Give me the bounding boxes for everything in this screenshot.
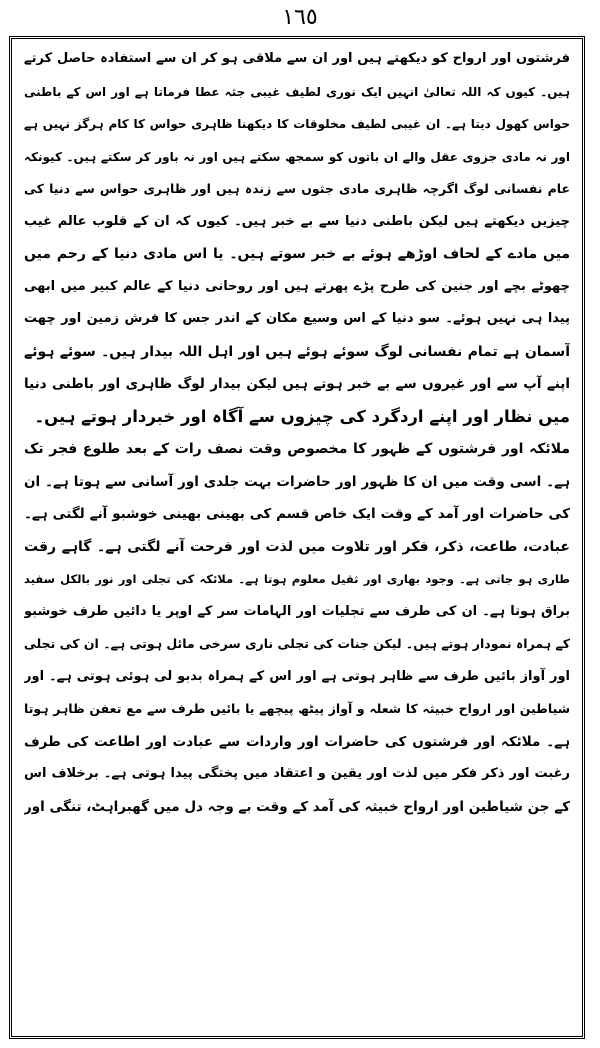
text-line: اور آواز بائیں طرف سے ظاہر ہوتی ہے اور اس کے ہمراہ بدبو لی ہوئی ہوتی ہے۔ اور (24, 668, 570, 684)
text-line: پیدا ہی نہیں ہوئے۔ سو دنیا کے اس وسیع مکان کے اندر جس کا فرش زمین اور چھت (24, 311, 570, 326)
text-line: آسمان ہے تمام نفسانی لوگ سوئے ہوئے ہیں اور اہل اللہ بیدار ہیں۔ سوئے ہوئے (24, 343, 570, 360)
page-number: ١٦٥ (282, 5, 318, 30)
text-line: میں مادے کے لحاف اوڑھے ہوئے بے خبر سوتے ہیں۔ یا اس مادی دنیا کے رحم میں (24, 246, 570, 262)
text-line: ملائکہ اور فرشتوں کے ظہور کا مخصوص وقت نصف رات کے بعد طلوع فجر تک (24, 441, 570, 457)
text-line: کے ہمراہ نمودار ہوتے ہیں۔ لیکن جنات کی تجلی ناری سرخی مائل ہوتی ہے۔ ان کی تجلی (24, 636, 570, 651)
text-line: عبادت، طاعت، ذکر، فکر اور تلاوت میں لذت اور فرحت آنے لگتی ہے۔ گاہے رقت (24, 538, 570, 555)
text-line: اپنے آپ سے اور غیروں سے بے خبر ہوتے ہیں لیکن بیدار لوگ ظاہری اور باطنی دنیا (24, 376, 570, 392)
text-line: کے جن شیاطین اور ارواح خبیثہ کی آمد کے وقت بے وجہ دل میں گھبراہٹ، تنگی اور (24, 798, 570, 815)
text-line: چھوٹے بچے اور جنین کی طرح پڑے پھرتے ہیں اور روحانی دنیا کے عالم کبیر میں ابھی (24, 278, 570, 294)
text-line: طاری ہو جاتی ہے۔ وجود بھاری اور ثقیل معلوم ہوتا ہے۔ ملائکہ کی تجلی اور نور بالکل سفید (24, 572, 570, 586)
text-line: حواس کھول دیتا ہے۔ ان غیبی لطیف مخلوقات کا دیکھنا ظاہری حواس کا کام ہرگز نہیں ہے (24, 117, 570, 131)
text-frame (9, 36, 585, 1039)
text-line: عام نفسانی لوگ اگرچہ ظاہری مادی جثوں سے زندہ ہیں اور ظاہری حواس سے دنیا کی (24, 181, 570, 196)
body-text (24, 43, 570, 823)
text-line: اور نہ مادی جزوی عقل والے ان باتوں کو سمجھ سکتے ہیں اور نہ باور کر سکتے ہیں۔ کیونکہ (24, 149, 570, 164)
text-line: کی حاضرات اور آمد کے وقت ایک خاص قسم کی بھینی بھینی خوشبو آنے لگتی ہے۔ (24, 506, 570, 522)
text-line: ہے۔ اسی وقت میں ان کا ظہور اور حاضرات بہت جلدی اور آسانی سے ہوتا ہے۔ ان (24, 473, 570, 490)
text-line: میں نظار اور اپنے اردگرد کی چیزوں سے آگاہ اور خبردار ہوتے ہیں۔ (34, 406, 570, 426)
text-line: براق ہوتا ہے۔ ان کی طرف سے تجلیات اور الہامات سر کے اوپر یا دائیں طرف خوشبو (24, 603, 570, 619)
text-line: چیزیں دیکھتے ہیں لیکن باطنی دنیا سے بے خبر ہیں۔ کیوں کہ ان کے قلوب عالم غیب (24, 213, 570, 229)
text-line: فرشتوں اور ارواح کو دیکھتے ہیں اور ان سے ملاقی ہو کر ان سے استفادہ حاصل کرتے (24, 51, 570, 66)
text-line: رغبت اور ذکر فکر میں لذت اور یقین و اعتقاد میں پختگی پیدا ہوتی ہے۔ برخلاف اس (24, 766, 570, 781)
text-line: شیاطین اور ارواح خبیثہ کا شعلہ و آواز پیٹھ پیچھے یا بائیں طرف سے مع تعفن ظاہر ہوتا (24, 701, 570, 716)
text-line: ہے۔ ملائکہ اور فرشتوں کی حاضرات اور واردات سے عبادت اور اطاعت کی طرف (24, 733, 570, 750)
text-line: ہیں۔ کیوں کہ اللہ تعالیٰ انہیں ایک نوری لطیف غیبی جثہ عطا فرماتا ہے اور اس کے باطنی (24, 84, 570, 99)
